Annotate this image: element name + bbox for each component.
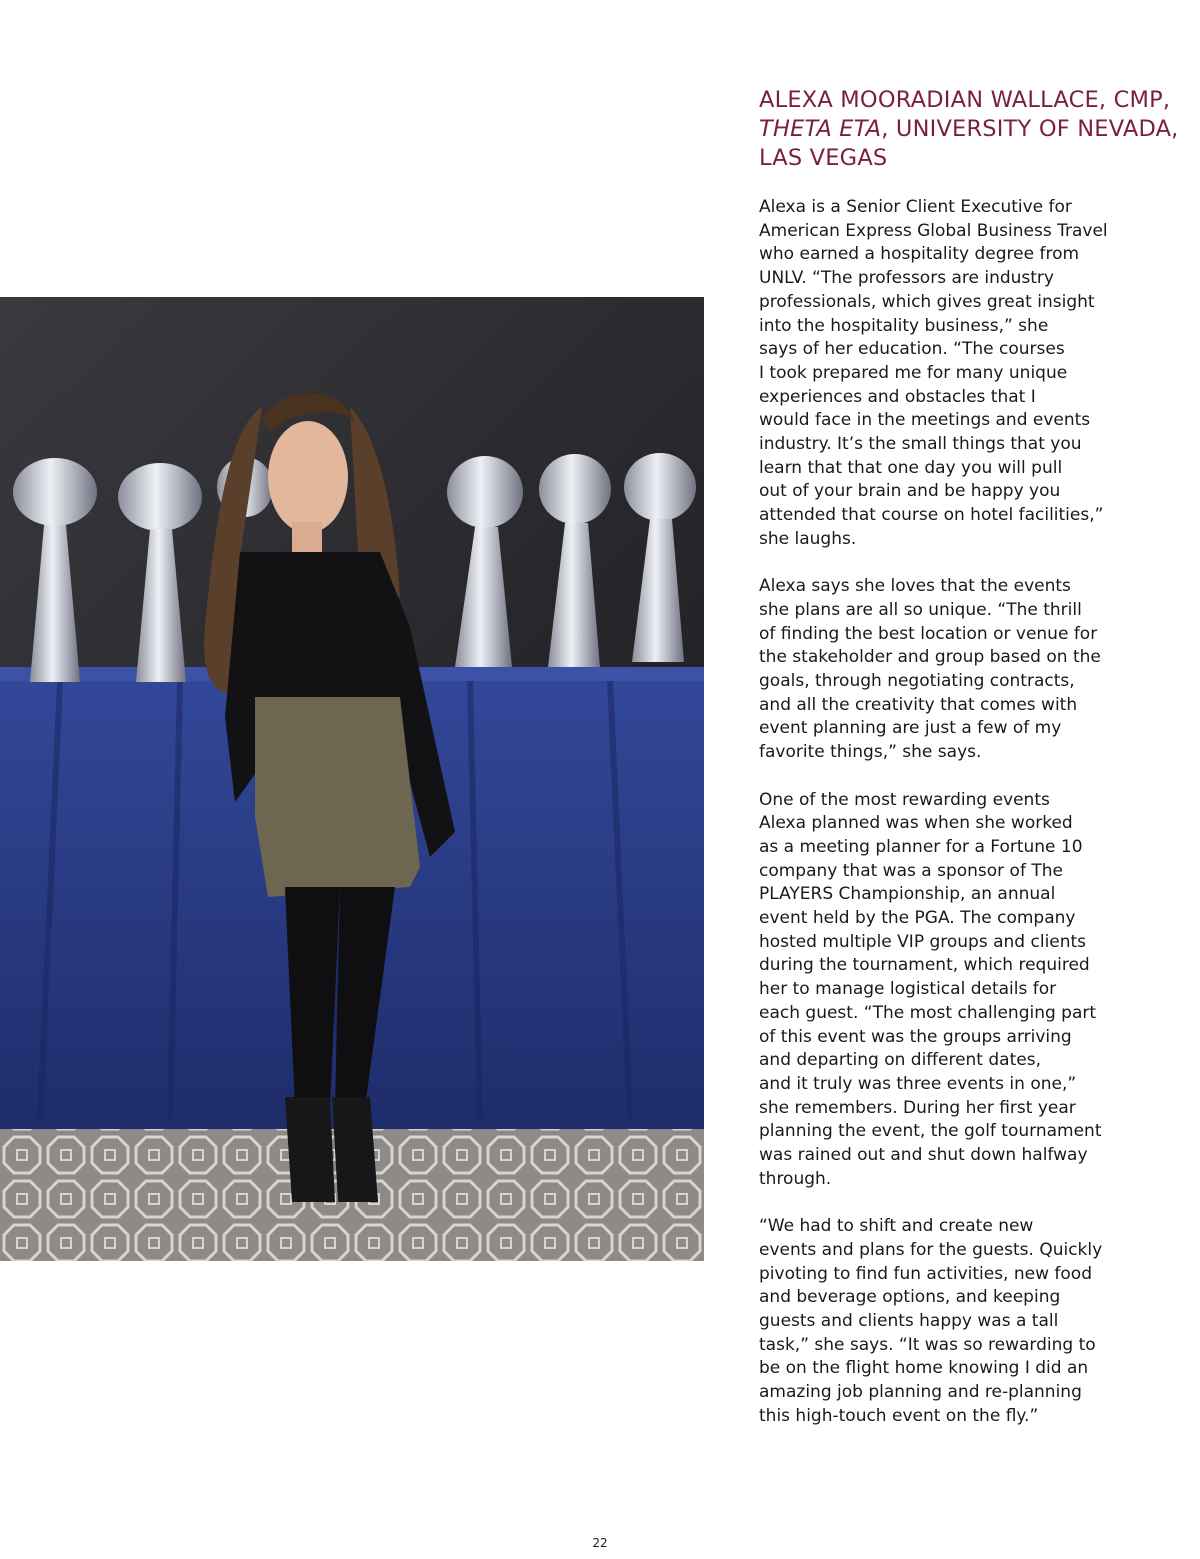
headline-name: ALEXA MOORADIAN WALLACE, CMP, bbox=[759, 87, 1171, 113]
article-body bbox=[759, 196, 1189, 1452]
article-headline bbox=[759, 86, 1179, 173]
photo-woman-with-trophies-icon bbox=[0, 297, 704, 1261]
headline-chapter: THETA ETA bbox=[759, 116, 882, 142]
body-paragraph-3: One of the most rewarding events Alexa planned was when she worked as a meeting planner for a Fortune 10 company that was a sponsor of The PLAYERS Championship, an annual event held by the PGA. The company hosted multiple VIP groups and clients during the tournament, which required her to manage logistical details for each guest. “The most challenging part of this event was the groups arriving and departing on different dates, and it truly was three events in one,” she remembers. During her first year planning the event, the golf tournament was rained out and shut down halfway through. bbox=[759, 789, 1102, 1189]
body-paragraph-2: Alexa says she loves that the events she plans are all so unique. “The thrill of finding the best location or venue for the stakeholder and group based on the goals, through negotiating contracts, and all the creativity that comes with event planning are just a few of my favorite things,” she says. bbox=[759, 576, 1101, 763]
page-number: 22 bbox=[592, 1536, 608, 1550]
headline-university: , UNIVERSITY OF NEVADA, LAS VEGAS bbox=[759, 116, 1179, 171]
article-photo bbox=[0, 297, 704, 1261]
body-paragraph-4: “We had to shift and create new events and plans for the guests. Quickly pivoting to find fun activities, new food and beverage options, and keeping guests and clients happy was a tall task,” she says. “It was so rewarding to be on the flight home knowing I did an amazing job planning and re-planning this high-touch event on the fly.” bbox=[759, 1216, 1103, 1426]
body-paragraph-1: Alexa is a Senior Client Executive for American Express Global Business Travel who earned a hospitality degree from UNLV. “The professors are industry professionals, which gives great insight into the hospitality business,” she says of her education. “The courses I took prepared me for many unique experiences and obstacles that I would face in the meetings and events industry. It’s the small things that you learn that that one day you will pull out of your brain and be happy you attended that course on hotel facilities,” she laughs. bbox=[759, 197, 1108, 549]
